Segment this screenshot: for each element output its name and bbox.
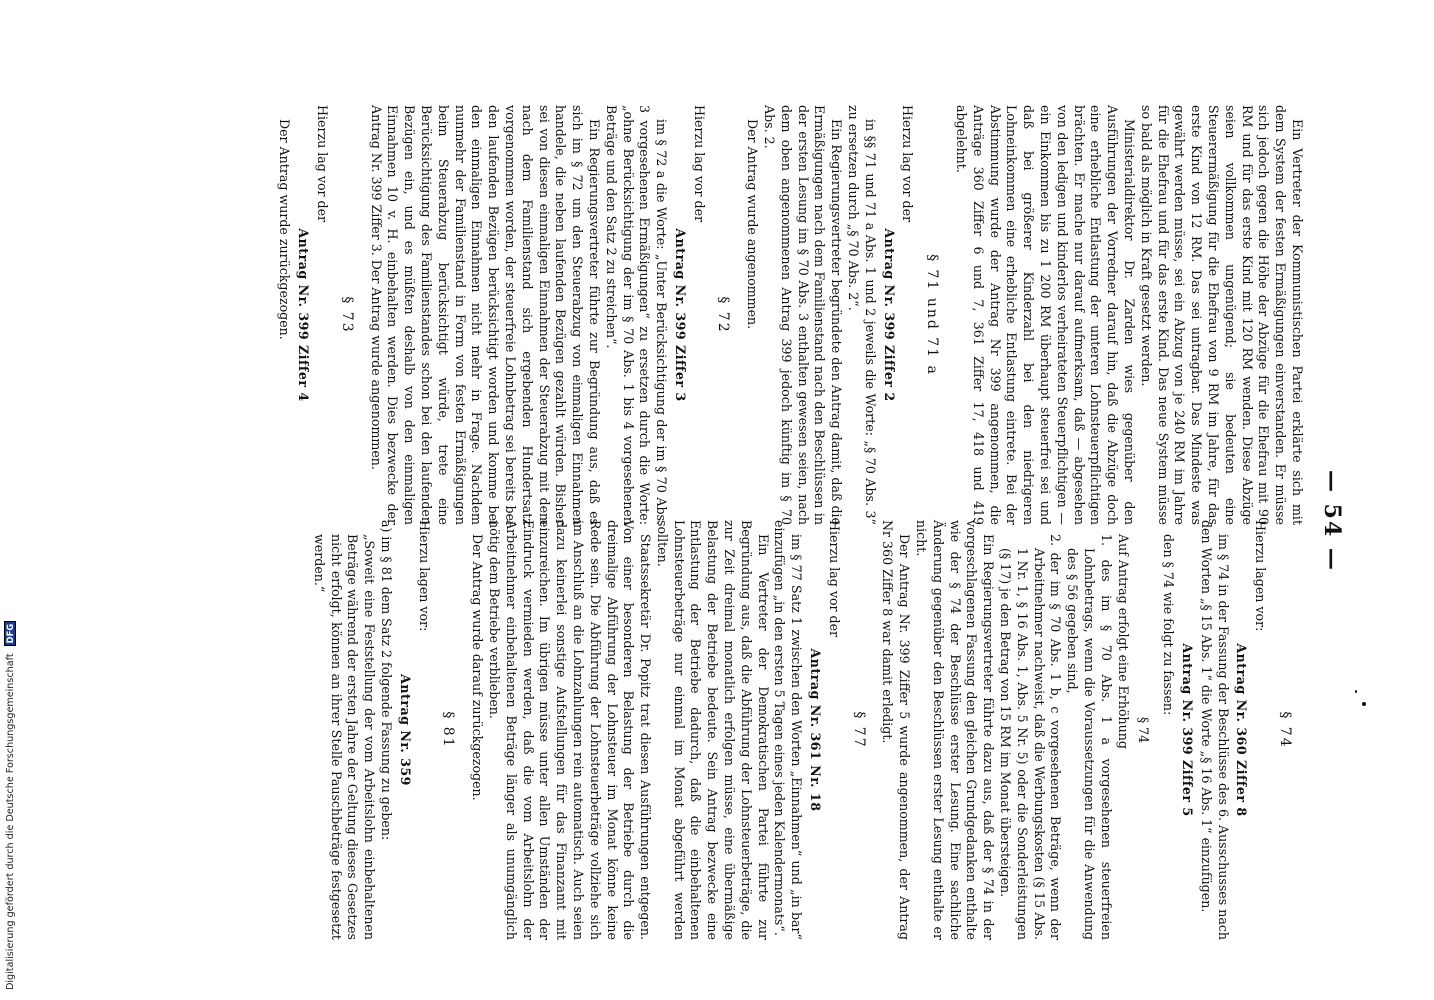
scan-speck	[1362, 702, 1366, 706]
digitization-credit	[4, 621, 16, 990]
paragraph: in §§ 71 und 71 a Abs. 1 und 2 jeweils die Worte: „§ 70 Abs. 3“ zu ersetzen durch „§ 70 Abs. 2“.	[846, 105, 878, 525]
motion-heading: Antrag Nr. 360 Ziffer 8	[1234, 643, 1250, 817]
paragraph: a) im § 81 dem Satz 2 folgende Fassung zu geben:	[378, 520, 394, 841]
section-heading: § 72	[715, 296, 732, 334]
motion-heading: Antrag Nr. 359	[397, 674, 413, 786]
paragraph: Auf Antrag erfolgt eine Erhöhung	[1115, 534, 1131, 749]
motion-heading: Antrag Nr. 399 Ziffer 4	[296, 228, 312, 402]
paragraph: im § 72 a die Worte: „Unter Berücksichtigung der im § 70 Abs. 3 vorgesehenen Ermäßigungen“ zu ersetzen durch die Worte: „ohne Berücksichtigung der im § 70 Abs. 1 bis 4 vorgesehenen Beträge und den Satz 2 zu streichen“.	[603, 105, 670, 525]
paragraph: Der Antrag wurde angenommen.	[745, 119, 761, 330]
paragraph: Ministerialdirektor Dr. Zarden wies gegenüber den Ausführungen der Vorredner darauf hin, daß die Abzüge doch eine erhebliche Entlastung der unteren Lohnsteuerpflichtigen brächten. Er mache nur darauf aufmerksam, daß — abgesehen von den ledigen und kinderlos verheirateten Steuerpflichtigen — ein Einkommen bis zu 1 200 RM überhaupt steuerfrei sei und daß bei größerer Kinderzahl bei den niedrigeren Lohneinkommen eine erhebliche Entlastung eintrete. Bei der Abstimmung wurde der Antrag Nr 399 angenommen, die Anträge 360 Ziffer 6 und 7, 361 Ziffer 17, 418 und 419 abgelehnt.	[954, 105, 1138, 525]
paragraph: den § 74 wie folgt zu fassen:	[1161, 534, 1177, 716]
paragraph: Der Antrag Nr. 399 Ziffer 5 wurde angenommen, der Antrag Nr 360 Ziffer 8 war damit erledigt.	[880, 520, 913, 940]
section-heading: § 74	[1277, 711, 1293, 749]
motion-heading: Antrag Nr. 399 Ziffer 2	[881, 228, 897, 402]
paragraph: Staatssekretär Dr. Popitz trat diesen Ausführungen entgegen. Von einer besonderen Belastung der Betriebe durch die dreimalige Abführung der Lohnsteuer im Monat könne keine Rede sein. Die Abführung der Lohnsteuerbeträge vollziehe sich im Anschluß an die Lohnzahlungen rein automatisch. Auch seien dazu keinerlei sonstige Aufstellungen für das Finanzamt mit einzureichen. Im übrigen müsse unter allen Umständen der Eindruck vermieden werden, daß die vom Arbeitslohn der Arbeitnehmer einbehaltenen Beträge länger als unumgänglich nötig dem Betriebe verblieben.	[486, 520, 654, 940]
paragraph: Ein Regierungsvertreter führte dazu aus, daß der § 74 in der vorgeschlagenen Fassung den gleichen Grundgedanken enthalte wie der § 74 der Beschlüsse erster Lesung. Eine sachliche Änderung gegenüber den Beschlüssen erster Lesung enthalte er nicht.	[914, 520, 997, 940]
intro-line: Hierzu lag vor der	[691, 105, 707, 223]
paragraph: „Soweit eine Feststellung der vom Arbeitslohn einbehaltenen Beträge während der ersten Jahre der Geltung dieses Gesetzes nicht erfolgt, können an ihrer Stelle Pauschbeträge festgesetzt werden.“	[311, 534, 378, 940]
text-column-left	[310, 520, 1305, 940]
page-number: — 54 —	[1319, 470, 1345, 572]
paragraph: Ein Regierungsvertreter begründete den Antrag damit, daß die Ermäßigungen nach dem Familienstand nach den Beschlüssen in der ersten Lesung im § 70 Abs. 3 enthalten gewesen seien, nach dem oben angenommenen Antrag 399 jedoch künftig im § 70 Abs. 2.	[762, 105, 845, 525]
intro-line: Hierzu lagen vor:	[1253, 520, 1269, 632]
paragraph: Der Antrag wurde zurückgezogen.	[277, 119, 293, 340]
paragraph: im § 77 Satz 1 zwischen den Worten „Einnahmen“ und „in bar“ einzufügen „in den ersten 5 Tagen eines jeden Kalendermonats“.	[772, 520, 805, 940]
motion-heading: Antrag Nr. 399 Ziffer 5	[1180, 643, 1196, 817]
list-item: 1. des im § 70 Abs. 1 a vorgesehenen steuerfreien Lohnbetrags, wenn die Voraussetzungen für die Anwendung des § 56 gegeben sind,	[1065, 534, 1114, 940]
intro-line: Hierzu lag vor der	[826, 520, 842, 638]
text-column-right	[276, 105, 1305, 525]
intro-line: Hierzu lag vor der	[314, 105, 330, 223]
list-item: 2. der im § 70 Abs. 1 b, c vorgesehenen Beträge, wenn der Arbeitnehmer nachweist, daß die Werbungskosten (§ 15 Abs. 1 Nr. 1, § 16 Abs. 1, Abs. 5 Nr. 5) oder die Sonderleistungen (§ 17) je den Betrag von 15 RM im Monat übersteigen.	[998, 534, 1064, 940]
paragraph: im § 74 in der Fassung der Beschlüsse des 6. Ausschusses nach den Worten „§ 15 Abs. 1“ die Worte „§ 16 Abs. 1“ einzufügen.	[1198, 520, 1231, 941]
motion-heading: Antrag Nr. 361 Nr. 18	[808, 648, 824, 812]
section-heading: § 71 und 71 a	[924, 254, 941, 376]
section-heading: § 77	[850, 711, 867, 749]
intro-line: Hierzu lagen vor:	[416, 520, 432, 632]
intro-line: Hierzu lag vor der	[900, 105, 916, 223]
paragraph: Der Antrag wurde darauf zurückgezogen.	[470, 534, 486, 801]
credit-text: Digitalisierung gefördert durch die Deutsche Forschungsgemeinschaft	[5, 653, 16, 990]
motion-heading: Antrag Nr. 399 Ziffer 3	[672, 228, 688, 402]
dfg-logo: DFG	[4, 621, 16, 647]
scan-speck	[1355, 690, 1357, 693]
paragraph: Ein Vertreter der Kommunistischen Partei erklärte sich mit dem System der festen Ermäßigungen einverstanden. Er müsse sich jedoch gegen die Höhe der Abzüge für die Ehefrau mit 90 RM und für das erste Kind mit 120 RM wenden. Diese Abzüge seien vollkommen ungenügend; sie bedeuten eine Steuerermäßigung für die Ehefrau von 9 RM im Jahre, für das erste Kind von 12 RM. Das sei untragbar. Das Mindeste was gewährt werden müsse, sei ein Abzug von je 240 RM im Jahre für die Ehefrau und für das erste Kind. Das neue System müsse so bald als möglich in Kraft gesetzt werden.	[1138, 105, 1305, 525]
section-heading: § 73	[338, 296, 355, 334]
paragraph: Ein Regierungsvertreter führte zur Begründung aus, daß es sich im § 72 um den Steuerabzug von einmaligen Einnahmen handele, die neben laufenden Bezügen gezahlt würden. Bisher sei von diesen einmaligen Einnahmen der Steuerabzug mit dem nach dem Familienstand sich ergebenden Hundertsatz vorgenommen worden, der steuerfreie Lohnbetrag sei bereits bei den laufenden Bezügen berücksichtigt worden und komme bei den einmaligen Einnahmen nicht mehr in Frage. Nachdem nunmehr der Familienstand in Form von festen Ermäßigungen beim Steuerabzug berücksichtigt würde, trete eine Berücksichtigung des Familienstandes schon bei den laufenden Bezügen ein, und es müßten deshalb von den einmaligen Einnahmen 10 v. H. einbehalten werden. Dies bezwecke der Antrag Nr. 399 Ziffer 3. Der Antrag wurde angenommen.	[368, 105, 602, 525]
paragraph: Ein Vertreter der Demokratischen Partei führte zur Begründung aus, daß die Abführung der Lohnsteuerbeträge, die zur Zeit dreimal monatlich erfolgen müsse, eine übermäßige Belastung der Betriebe bedeute. Sein Antrag bezwecke eine Entlastung der Betriebe dadurch, daß die einbehaltenen Lohnsteuerbeträge nur einmal im Monat abgeführt werden sollten.	[654, 520, 771, 940]
section-heading: § 81	[440, 711, 457, 749]
quoted-section-heading: § 74	[1136, 716, 1152, 744]
